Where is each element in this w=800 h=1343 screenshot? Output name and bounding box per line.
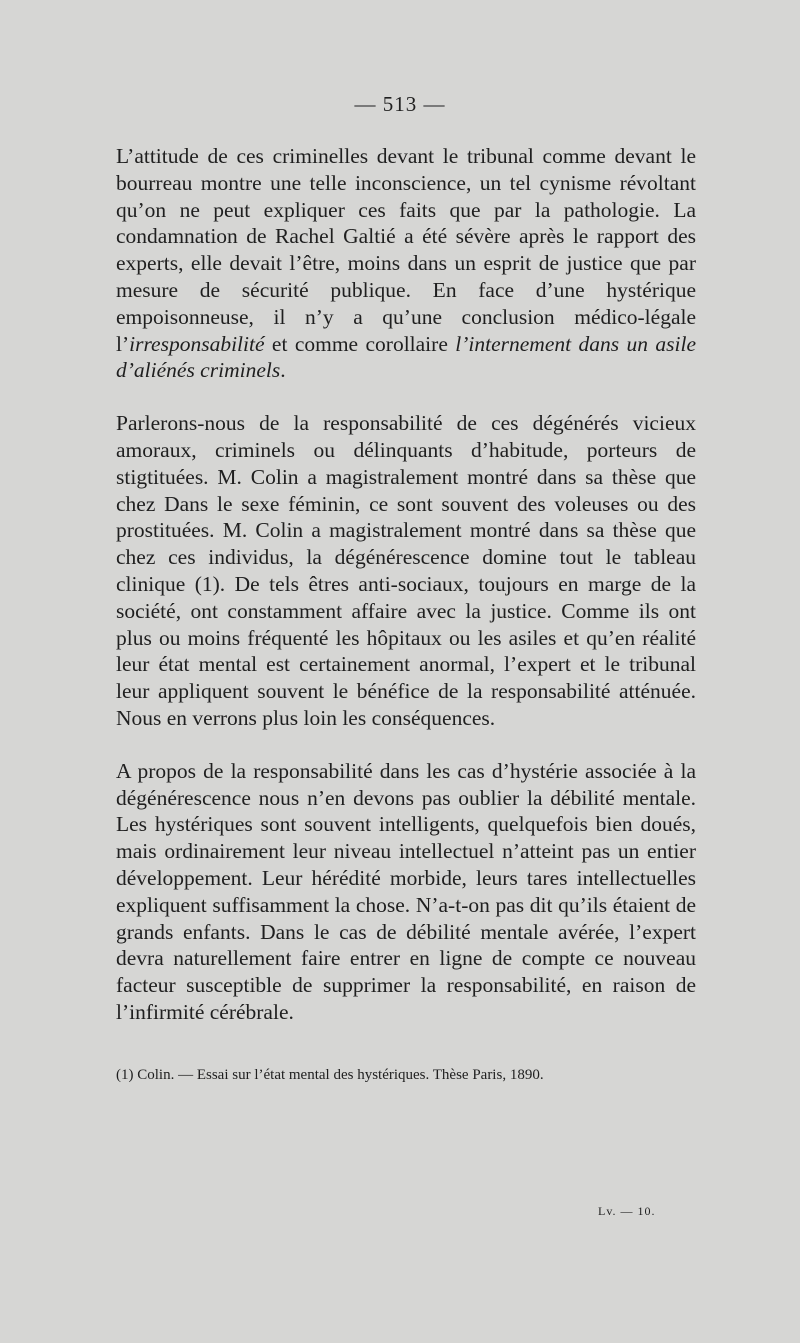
paragraph-1-text-2: et comme corollaire — [264, 331, 456, 356]
paragraph-1-end: . — [280, 358, 286, 383]
paragraph-1-text: L’attitude de ces criminelles devant le tribunal comme devant le bourreau montre une telle inconscience, un tel cynisme révoltant qu’on ne peut expliquer ces faits que par la pathologie. La condamnation de Rachel Galtié a été sévère après le rapport des experts, elle devait l’être, moins dans un esprit de justice que par mesure de sécurité publique. En face d’une hystérique empoisonneuse, il n’y a qu’une conclusion médico-légale l’ — [116, 144, 696, 356]
body-text — [116, 143, 696, 1052]
italic-irresponsabilite: irresponsabilité — [129, 331, 265, 356]
page-number: — 513 — — [354, 92, 446, 116]
signature-mark: Lv. — 10. — [598, 1204, 656, 1218]
paragraph-2 — [116, 410, 696, 732]
italic-internement: l’internement dans un asile d’aliénés criminels — [116, 331, 696, 383]
paragraph-3 — [116, 758, 696, 1026]
paragraph-3-text: A propos de la responsabilité dans les cas d’hystérie associée à la dégénérescence nous n’en devons pas oublier la débilité mentale. Les hystériques sont souvent intelligents, quelquefois bien doués, mais ordinairement leur niveau intellectuel n’atteint pas un entier développement. Leur hérédité morbide, leurs tares intellectuelles expliquent suffisamment la chose. N’a-t-on pas dit qu’ils étaient de grands enfants. Dans le cas de débilité mentale avérée, l’expert devra naturellement faire entrer en ligne de compte ce nouveau facteur susceptible de supprimer la responsabilité, en raison de l’infirmité cérébrale. — [116, 758, 696, 1024]
paragraph-1 — [116, 143, 696, 384]
paragraph-2-text: Parlerons-nous de la responsabilité de ces dégénérés vicieux amoraux, criminels ou délinquants d’habitude, porteurs de stigtituées. M. Colin a magistralement montré dans sa thèse que chez Dans le sexe féminin, ce sont souvent des voleuses ou des prostituées. M. Colin a magistralement montré dans sa thèse que chez ces individus, la dégénérescence domine tout le tableau clinique (1). De tels êtres anti-sociaux, toujours en marge de la société, ont constamment affaire avec la justice. Comme ils ont plus ou moins fréquenté les hôpitaux ou les asiles et qu’en réalité leur état mental est certainement anormal, l’expert et le tribunal leur appliquent souvent le bénéfice de la responsabilité atténuée. Nous en verrons plus loin les conséquences. — [116, 411, 696, 730]
footnote: (1) Colin. — Essai sur l’état mental des hystériques. Thèse Paris, 1890. — [116, 1067, 544, 1083]
